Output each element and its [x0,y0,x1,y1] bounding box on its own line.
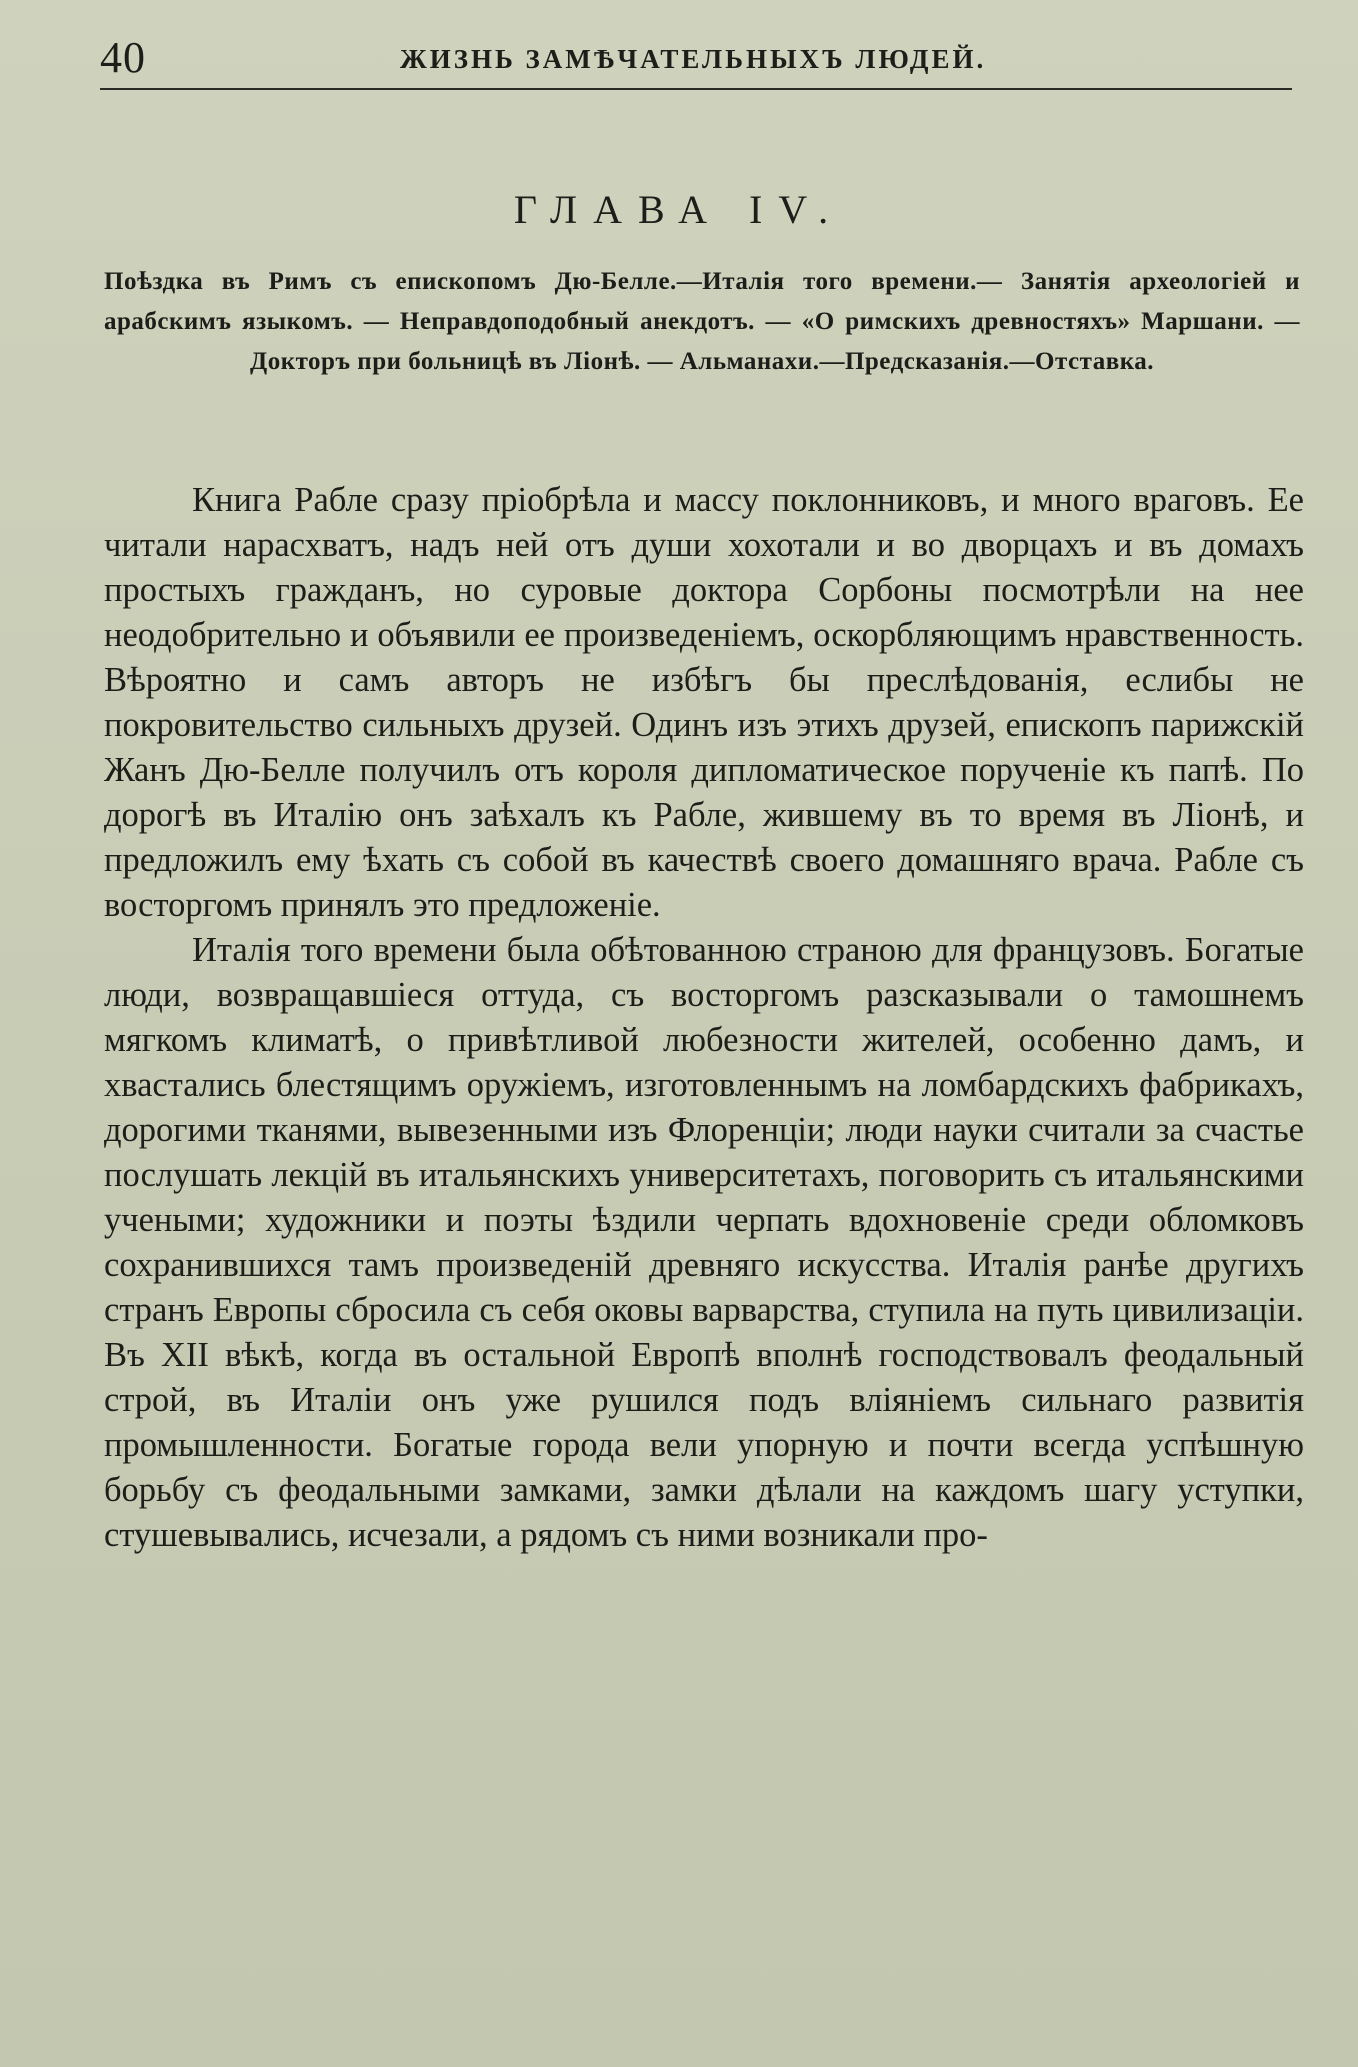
paragraph-1: Книга Рабле сразу пріобрѣла и массу поклонниковъ, и много враговъ. Ее читали нарасхватъ, надъ ней отъ души хохотали и во дворцахъ и въ домахъ простыхъ гражданъ, но суровые доктора Сорбоны посмотрѣли на нее неодобрительно и объявили ее произведеніемъ, оскорбляющимъ нравственность. Вѣроятно и самъ авторъ не избѣгъ бы преслѣдованія, еслибы не покровительство сильныхъ друзей. Одинъ изъ этихъ друзей, епископъ парижскій Жанъ Дю-Белле получилъ отъ короля дипломатическое порученіе къ папѣ. По дорогѣ въ Италію онъ заѣхалъ къ Рабле, жившему въ то время въ Ліонѣ, и предложилъ ему ѣхать съ собой въ качествѣ своего домашняго врача. Рабле съ восторгомъ принялъ это предложеніе. [104,481,1304,924]
body-text [104,478,1304,1558]
chapter-title: ГЛАВА IV. [513,187,845,232]
running-title: ЖИЗНЬ ЗАМѢЧАТЕЛЬНЫХЪ ЛЮДЕЙ. [400,44,987,74]
header-rule [100,88,1292,90]
page-number: 40 [100,33,146,82]
paragraph-2: Италія того времени была обѣтованною страною для французовъ. Богатые люди, возвращавшіеся оттуда, съ восторгомъ разсказывали о тамошнемъ мягкомъ климатѣ, о привѣтливой любезности жителей, особенно дамъ, и хвастались блестящимъ оружіемъ, изготовленнымъ на ломбардскихъ фабрикахъ, дорогими тканями, вывезенными изъ Флоренціи; люди науки считали за счастье послушать лекцій въ итальянскихъ университетахъ, поговорить съ итальянскими учеными; художники и поэты ѣздили черпать вдохновеніе среди обломковъ сохранившихся тамъ произведеній древняго искусства. Италія ранѣе другихъ странъ Европы сбросила съ себя оковы варварства, ступила на путь цивилизаціи. Въ XII вѣкѣ, когда въ остальной Европѣ вполнѣ господствовалъ феодальный строй, въ Италіи онъ уже рушился подъ вліяніемъ сильнаго развитія промышленности. Богатые города вели упорную и почти всегда успѣшную борьбу съ феодальными замками, замки дѣлали на каждомъ шагу уступки, стушевывались, исчезали, а рядомъ съ ними возникали про- [104,931,1304,1554]
chapter-summary: Поѣздка въ Римъ съ епископомъ Дю-Белле.—Италія того времени.— Занятія археологіей и арабскимъ языкомъ. — Неправдоподобный анекдотъ. — «О римскихъ древностяхъ» Маршани. —Докторъ при больницѣ въ Ліонѣ. — Альманахи.—Предсказанія.—Отставка. [104,268,1300,375]
running-header [100,28,1292,88]
